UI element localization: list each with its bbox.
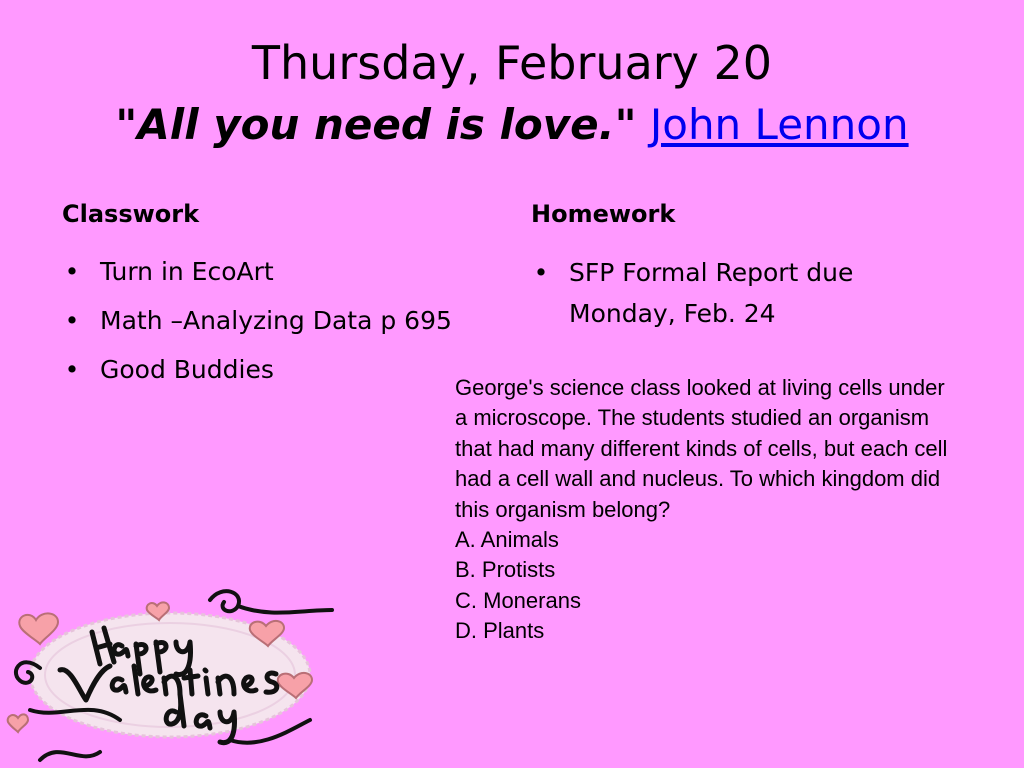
date-heading: Thursday, February 20 xyxy=(251,36,773,90)
answer-option-c: C. Monerans xyxy=(455,587,581,613)
bullet-dot: • xyxy=(533,258,549,287)
answer-option-a: A. Animals xyxy=(455,527,559,553)
bullet-dot: • xyxy=(64,355,80,384)
answer-option-b: B. Protists xyxy=(455,557,556,583)
list-item xyxy=(531,252,951,334)
classwork-item-label: Turn in EcoArt xyxy=(100,257,274,286)
slide-title xyxy=(0,32,1024,156)
homework-heading: Homework xyxy=(531,200,676,228)
quote-text: "All you need is love." xyxy=(115,100,637,149)
valentine-clipart xyxy=(0,570,340,768)
question-text: George's science class looked at living cells under a microscope. The students studied an organism that had many different kinds of cells, but each cell had a cell wall and nucleus. To which kingdom did this organism belong? xyxy=(455,375,948,522)
homework-item-label: SFP Formal Report due Monday, Feb. 24 xyxy=(569,258,854,328)
classwork-item-label: Math –Analyzing Data p 695 xyxy=(100,306,452,335)
homework-list xyxy=(531,252,951,343)
author-link[interactable]: John Lennon xyxy=(649,100,909,149)
classwork-list xyxy=(62,252,502,399)
bullet-dot: • xyxy=(64,257,80,286)
quote-line xyxy=(0,94,1024,156)
list-item xyxy=(62,301,502,341)
classwork-item-label: Good Buddies xyxy=(100,355,274,384)
classwork-heading: Classwork xyxy=(62,200,200,228)
science-question xyxy=(455,373,955,647)
list-item xyxy=(62,350,502,390)
list-item xyxy=(62,252,502,292)
bullet-dot: • xyxy=(64,306,80,335)
answer-option-d: D. Plants xyxy=(455,618,545,644)
